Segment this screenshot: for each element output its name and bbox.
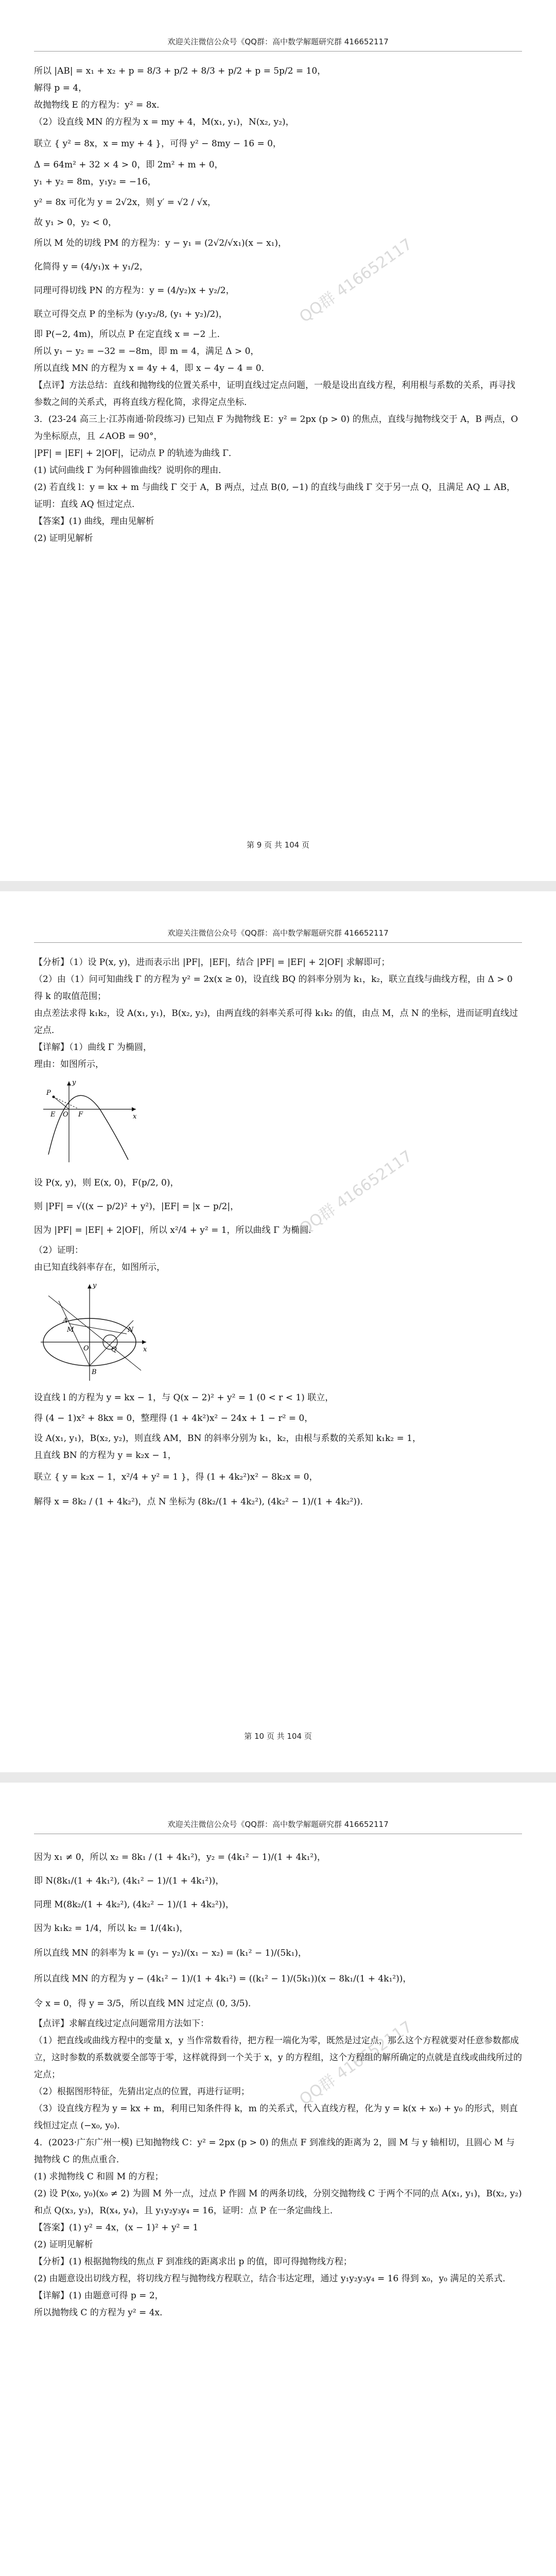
page-header: 欢迎关注微信公众号《QQ群：高中数学解题研究群 416652117 [34,891,522,943]
text-line: 设 A(x₁, y₁)，B(x₂, y₂)，则直线 AM，BN 的斜率分别为 k₁，k₂，由根与系数的关系知 k₁k₂ = 1， [34,1433,421,1444]
axis-label-x: x [143,1346,147,1353]
text-line: 联立 { y² = 8x，x = my + 4 }，可得 y² − 8my − 16 = 0， [34,139,282,149]
text-line: 所以直线 MN 的斜率为 k = (y₁ − y₂)/(x₁ − x₂) = (k₁² − 1)/(5k₁)， [34,1948,307,1958]
text-line: y₁ + y₂ = 8m，y₁y₂ = −16， [34,177,157,187]
watermark: QQ群 416652117 [296,235,416,327]
page-header: 欢迎关注微信公众号《QQ群：高中数学解题研究群 416652117 [34,0,522,52]
text-line: 故抛物线 E 的方程为：y² = 8x． [34,100,166,110]
document-page-1 [0,0,556,881]
text-line: 即 N(8k₁/(1 + 4k₁²), (4k₁² − 1)/(1 + 4k₁²))， [34,1876,224,1886]
text-line: (2) 设 P(x₀, y₀)(x₀ ≠ 2) 为圆 M 外一点，过点 P 作圆 M 的两条切线，分别交抛物线 C 于两个不同的点 A(x₁, y₁)，B(x₂, y₂) 和点 Q(x₃, y₃)，R(x₄, y₄)，且 y₁y₂y₃y₄ = 16，证明：点 P 在一条定曲线上． [34,2189,522,2216]
parabola-figure [38,1077,141,1165]
point-label-e: E [50,1111,56,1118]
text-line: 因为 x₁ ≠ 0，所以 x₂ = 8k₁ / (1 + 4k₁²)，y₂ = (4k₁² − 1)/(1 + 4k₁²)， [34,1852,326,1862]
text-line: 解得 x = 8k₂ / (1 + 4k₂²)，点 N 坐标为 (8k₂/(1 + 4k₂²), (4k₂² − 1)/(1 + 4k₂²))． [34,1497,369,1507]
document-page-2 [0,891,556,1772]
text-line: 令 x = 0，得 y = 3/5，所以直线 MN 过定点 (0, 3/5)． [34,1998,257,2009]
text-line: 所以直线 MN 的方程为 x = 4y + 4，即 x − 4y − 4 = 0． [34,363,270,374]
text-line: 且直线 BN 的方程为 y = k₂x − 1， [34,1450,177,1461]
text-line: (1) 求抛物线 C 和圆 M 的方程； [34,2172,164,2182]
text-line: 得 (4 − 1)x² + 8kx = 0，整理得 (1 + 4k²)x² − 24x + 1 − r² = 0， [34,1413,314,1423]
analysis-line: 【分析】（1）设 P(x, y)，进而表示出 |PF|，|EF|，结合 |PF| = |EF| + 2|OF| 求解即可； [34,957,390,968]
point-label-o: O [83,1345,89,1352]
answer-line: 【答案】(1) y² = 4x，(x − 1)² + y² = 1 [34,2223,199,2233]
text-line: 所以直线 MN 的方程为 y − (4k₁² − 1)/(1 + 4k₁²) = ((k₁² − 1)/(5k₁))(x − 8k₁/(1 + 4k₁²))， [34,1974,412,1984]
text-line: 解得 p = 4， [34,83,88,93]
point-label-o: O [63,1111,68,1118]
comment-line: 【点评】求解直线过定点问题常用方法如下： [34,2019,209,2029]
page-body [34,954,522,1514]
problem-line: 4．(2023·广东广州一模) 已知抛物线 C：y² = 2px (p > 0) 的焦点 F 到准线的距离为 2，圆 M 与 y 轴相切，且圆心 M 与抛物线 C 的焦点重合． [34,2138,515,2165]
text-line: 同理 M(8k₂/(1 + 4k₂²), (4k₂² − 1)/(1 + 4k₂²))， [34,1900,234,1910]
text-line: y² = 8x 可化为 y = 2√2x，则 y′ = √2 / √x， [34,197,216,208]
text-line: (1) 试问曲线 Γ 为何种圆锥曲线？说明你的理由． [34,465,228,476]
detail-line: 【详解】(1) 由题意可得 p = 2， [34,2291,164,2301]
page-body [34,1845,522,2321]
text-line: 故 y₁ > 0，y₂ < 0， [34,217,117,228]
text-line: 所以 |AB| = x₁ + x₂ + p = 8/3 + p/2 + 8/3 + p/2 + p = 5p/2 = 10， [34,66,326,76]
answer-line: (2) 证明见解析 [34,2240,93,2250]
text-line: （2）根据图形特征，先猜出定点的位置，再进行证明； [34,2087,250,2097]
text-line: 设 P(x, y)，则 E(x, 0)，F(p/2, 0)， [34,1178,179,1188]
text-line: 化简得 y = (4/y₁)x + y₁/2， [34,262,148,272]
text-line: 即 P(−2, 4m)，所以点 P 在定直线 x = −2 上． [34,329,226,340]
text-line: 联立 { y = k₂x − 1，x²/4 + y² = 1 }，得 (1 + 4k₂²)x² − 8k₂x = 0， [34,1472,318,1482]
answer-line: 【答案】(1) 曲线，理由见解析 [34,516,154,527]
text-line: 因为 k₁k₂ = 1/4，所以 k₂ = 1/(4k₁)， [34,1923,188,1934]
page-body [34,63,522,547]
detail-line: 【详解】（1）曲线 Γ 为椭圆， [34,1042,152,1053]
point-label-m: M [67,1326,74,1334]
point-label-a: A [63,1317,68,1325]
text-line: 因为 |PF| = |EF| + 2|OF|，所以 x²/4 + y² = 1，所以曲线 Γ 为椭圆． [34,1225,318,1235]
watermark: QQ群 416652117 [296,2018,416,2109]
comment-line: 【点评】方法总结：直线和抛物线的位置关系中，证明直线过定点问题，一般是设出直线方程，利用根与系数的关系，再寻找参数之间的关系式，再将直线方程化简，求得定点坐标． [34,380,515,408]
text-line: 所以抛物线 C 的方程为 y² = 4x． [34,2308,169,2318]
text-line: （2）证明： [34,1245,83,1256]
text-line: 设直线 l 的方程为 y = kx − 1，与 Q(x − 2)² + y² = 1 (0 < r < 1) 联立， [34,1393,334,1403]
text-line: 理由：如图所示， [34,1059,104,1070]
point-label-q: Q [111,1346,117,1353]
text-line: (2) 由题意设出切线方程，将切线方程与抛物线方程联立，结合韦达定理，通过 y₁y₂y₃y₄ = 16 得到 x₀，y₀ 满足的关系式． [34,2274,512,2284]
text-line: 则 |PF| = √((x − p/2)² + y²)，|EF| = |x − p/2|， [34,1201,239,1212]
text-line: |PF| = |EF| + 2|OF|，记动点 P 的轨迹为曲线 Γ． [34,448,237,459]
problem-line: 3．(23-24 高三上·江苏南通·阶段练习) 已知点 F 为抛物线 E：y² = 2px (p > 0) 的焦点，直线与抛物线交于 A，B 两点，O 为坐标原点，且 ∠AOB = 90°， [34,414,518,442]
text-line: (2) 若直线 l：y = kx + m 与曲线 Γ 交于 A，B 两点，过点 B(0, −1) 的直线与曲线 Γ 交于另一点 Q，且满足 AQ ⊥ AB，证明：直线 AQ 恒过定点． [34,482,515,510]
page-footer: 第 10 页 共 104 页 [244,1732,312,1741]
watermark: QQ群 416652117 [296,1147,416,1239]
text-line: Δ = 64m² + 32 × 4 > 0，即 2m² + m + 0， [34,160,223,170]
text-line: 由点差法求得 k₁k₂，设 A(x₁, y₁)，B(x₂, y₂)，由两直线的斜率关系可得 k₁k₂ 的值，由点 M，点 N 的坐标，进而证明直线过定点． [34,1008,518,1036]
text-line: 所以 y₁ − y₂ = −32 = −8m，即 m = 4，满足 Δ > 0， [34,346,259,357]
page-header: 欢迎关注微信公众号《QQ群：高中数学解题研究群 416652117 [34,1783,522,1834]
text-line: 同理可得切线 PN 的方程为：y = (4/y₂)x + y₂/2， [34,285,235,296]
ellipse-figure [38,1280,151,1383]
text-line: （2）设直线 MN 的方程为 x = my + 4，M(x₁, y₁)，N(x₂, y₂)， [34,117,294,127]
text-line: 所以 M 处的切线 PM 的方程为：y − y₁ = (2√2/√x₁)(x − x₁)， [34,238,287,248]
axis-label-y: y [93,1282,97,1290]
text-line: （1）把直线或曲线方程中的变量 x，y 当作常数看待，把方程一端化为零，既然是过定点，那么这个方程就要对任意参数都成立，这时参数的系数就要全部等于零，这样就得到一个关于 x，y 的方程组，这个方程组的解所确定的点就是直线或曲线所过的定点； [34,2036,522,2080]
page-footer: 第 9 页 共 104 页 [246,840,309,850]
point-label-b: B [92,1368,97,1376]
point-label-f: F [78,1111,83,1118]
text-line: 由已知直线斜率存在，如图所示， [34,1262,165,1273]
text-line: 联立可得交点 P 的坐标为 (y₁y₂/8, (y₁ + y₂)/2)， [34,309,228,319]
axis-label-x: x [133,1113,137,1121]
answer-line: (2) 证明见解析 [34,533,93,544]
document-page-3 [0,1783,556,2576]
analysis-line: 【分析】(1) 根据抛物线的焦点 F 到准线的距离求出 p 的值，即可得抛物线方程； [34,2257,352,2267]
axis-label-y: y [72,1079,76,1087]
point-label-p: P [46,1089,51,1097]
text-line: （3）设直线方程为 y = kx + m，利用已知条件得 k，m 的关系式，代入直线方程，化为 y = k(x + x₀) + y₀ 的形式，则直线恒过定点 (−x₀, y₀)． [34,2104,518,2131]
point-label-n: N [128,1326,134,1334]
text-line: （2）由（1）问可知曲线 Γ 的方程为 y² = 2x(x ≥ 0)，设直线 BQ 的斜率分别为 k₁，k₂，联立直线与曲线方程，由 Δ > 0 得 k 的取值范围； [34,974,513,1002]
